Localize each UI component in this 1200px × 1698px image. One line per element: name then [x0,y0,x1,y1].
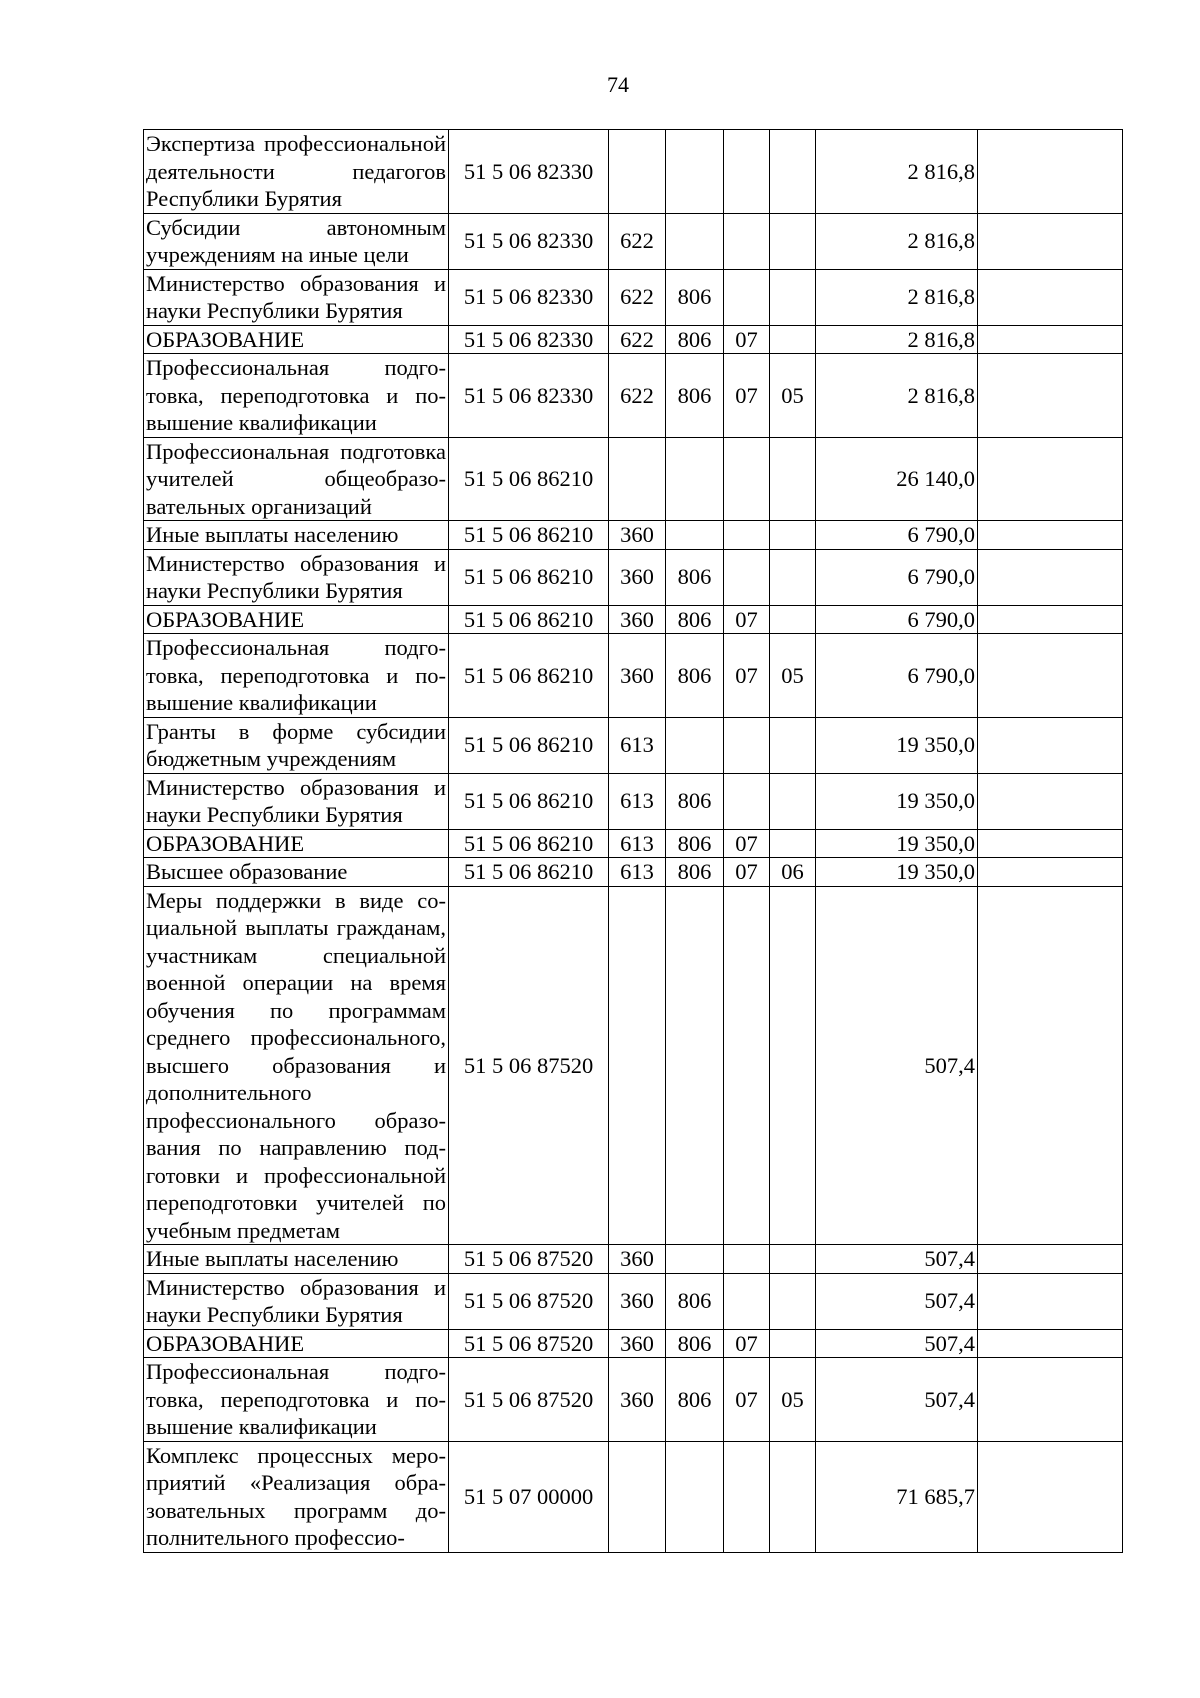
row-vr-cell [609,130,666,214]
row-name-cell: Гранты в форме субсидии бюджетным учреждениям [144,717,449,773]
row-code-cell: 51 5 06 86210 [449,773,609,829]
row-code-cell: 51 5 06 87520 [449,1358,609,1442]
row-name-cell: ОБРАЗОВАНИЕ [144,605,449,634]
row-amount-cell: 26 140,0 [816,437,978,521]
row-amount-cell: 507,4 [816,1329,978,1358]
row-code-cell: 51 5 06 82330 [449,130,609,214]
table-row [144,437,1123,521]
row-vr-cell: 360 [609,605,666,634]
table-row [144,1245,1123,1274]
row-grbs-cell [666,886,724,1245]
row-grbs-cell: 806 [666,1329,724,1358]
row-code-cell: 51 5 06 82330 [449,269,609,325]
row-code-cell: 51 5 06 86210 [449,549,609,605]
row-empty-cell [978,605,1123,634]
row-empty-cell [978,829,1123,858]
row-amount-cell: 2 816,8 [816,130,978,214]
row-name-cell: Министерство образования и науки Республики Бурятия [144,1273,449,1329]
row-grbs-cell [666,213,724,269]
row-pr-cell: 06 [770,858,816,887]
row-code-cell: 51 5 06 82330 [449,213,609,269]
row-amount-cell: 507,4 [816,1273,978,1329]
row-empty-cell [978,886,1123,1245]
row-amount-cell: 6 790,0 [816,634,978,718]
row-pr-cell: 05 [770,354,816,438]
row-rz-cell: 07 [724,634,770,718]
table-row [144,1329,1123,1358]
row-empty-cell [978,858,1123,887]
row-rz-cell [724,1441,770,1552]
row-rz-cell: 07 [724,858,770,887]
row-grbs-cell: 806 [666,269,724,325]
row-pr-cell [770,1441,816,1552]
row-vr-cell: 613 [609,858,666,887]
table-row [144,1441,1123,1552]
row-vr-cell: 360 [609,549,666,605]
row-name-cell: ОБРАЗОВАНИЕ [144,325,449,354]
row-pr-cell [770,325,816,354]
table-row [144,213,1123,269]
row-empty-cell [978,354,1123,438]
row-name-cell: ОБРАЗОВАНИЕ [144,829,449,858]
row-name-cell: Профессиональная подготовка, переподготовка и повышение квалификации [144,1358,449,1442]
budget-table-body [144,130,1123,1553]
row-pr-cell [770,886,816,1245]
row-vr-cell: 613 [609,773,666,829]
row-pr-cell [770,1273,816,1329]
row-grbs-cell: 806 [666,325,724,354]
row-name-cell: Профессиональная подготовка, переподготовка и повышение квалификации [144,354,449,438]
row-grbs-cell [666,717,724,773]
row-vr-cell: 360 [609,634,666,718]
row-vr-cell: 360 [609,1329,666,1358]
row-code-cell: 51 5 06 87520 [449,886,609,1245]
row-code-cell: 51 5 06 87520 [449,1329,609,1358]
row-empty-cell [978,130,1123,214]
row-empty-cell [978,1441,1123,1552]
row-pr-cell [770,130,816,214]
row-grbs-cell [666,521,724,550]
table-row [144,521,1123,550]
row-empty-cell [978,717,1123,773]
row-amount-cell: 71 685,7 [816,1441,978,1552]
budget-table [143,129,1123,1553]
row-rz-cell [724,1273,770,1329]
page-number: 74 [607,72,629,97]
row-code-cell: 51 5 06 82330 [449,354,609,438]
row-code-cell: 51 5 06 82330 [449,325,609,354]
row-empty-cell [978,773,1123,829]
row-amount-cell: 2 816,8 [816,354,978,438]
row-grbs-cell [666,1441,724,1552]
row-code-cell: 51 5 06 86210 [449,605,609,634]
row-grbs-cell: 806 [666,773,724,829]
table-row [144,634,1123,718]
row-rz-cell [724,521,770,550]
row-rz-cell [724,213,770,269]
row-rz-cell: 07 [724,354,770,438]
row-amount-cell: 6 790,0 [816,605,978,634]
row-amount-cell: 2 816,8 [816,269,978,325]
row-empty-cell [978,1273,1123,1329]
row-rz-cell [724,717,770,773]
row-empty-cell [978,1358,1123,1442]
row-rz-cell [724,549,770,605]
row-name-cell: Иные выплаты населению [144,1245,449,1274]
table-row [144,549,1123,605]
table-row [144,886,1123,1245]
row-code-cell: 51 5 06 86210 [449,634,609,718]
row-grbs-cell: 806 [666,1358,724,1442]
row-code-cell: 51 5 06 86210 [449,858,609,887]
row-name-cell: Министерство образования и науки Республики Бурятия [144,549,449,605]
table-row [144,325,1123,354]
row-vr-cell: 622 [609,354,666,438]
row-rz-cell [724,130,770,214]
table-row [144,269,1123,325]
row-pr-cell [770,1329,816,1358]
row-rz-cell: 07 [724,1358,770,1442]
row-name-cell: ОБРАЗОВАНИЕ [144,1329,449,1358]
row-pr-cell [770,549,816,605]
row-vr-cell: 360 [609,1245,666,1274]
row-grbs-cell: 806 [666,1273,724,1329]
row-amount-cell: 507,4 [816,1245,978,1274]
table-row [144,1358,1123,1442]
table-row [144,717,1123,773]
row-empty-cell [978,437,1123,521]
table-row [144,773,1123,829]
row-rz-cell: 07 [724,325,770,354]
row-code-cell: 51 5 06 86210 [449,437,609,521]
row-rz-cell [724,886,770,1245]
row-grbs-cell: 806 [666,354,724,438]
row-name-cell: Комплекс процессных мероприятий «Реализация образовательных программ дополнительного профессио- [144,1441,449,1552]
row-code-cell: 51 5 06 86210 [449,829,609,858]
row-amount-cell: 507,4 [816,1358,978,1442]
row-name-cell: Меры поддержки в виде социальной выплаты гражданам, участникам специальной военной операции на время обучения по программам среднего профессионального, высшего образования и дополнительного профессионального образования по направлению подготовки и профессиональной переподготовки учителей по учебным предметам [144,886,449,1245]
row-pr-cell [770,269,816,325]
row-amount-cell: 19 350,0 [816,717,978,773]
row-rz-cell [724,1245,770,1274]
row-code-cell: 51 5 06 86210 [449,717,609,773]
row-pr-cell: 05 [770,1358,816,1442]
row-name-cell: Министерство образования и науки Республики Бурятия [144,269,449,325]
row-rz-cell: 07 [724,829,770,858]
row-rz-cell [724,269,770,325]
row-grbs-cell [666,130,724,214]
row-empty-cell [978,1329,1123,1358]
row-empty-cell [978,1245,1123,1274]
row-vr-cell: 622 [609,269,666,325]
row-amount-cell: 507,4 [816,886,978,1245]
row-grbs-cell: 806 [666,858,724,887]
row-name-cell: Профессиональная подготовка, переподготовка и повышение квалификации [144,634,449,718]
row-vr-cell: 622 [609,213,666,269]
row-rz-cell [724,437,770,521]
row-name-cell: Субсидии автономным учреждениям на иные цели [144,213,449,269]
row-pr-cell [770,437,816,521]
table-row [144,858,1123,887]
row-vr-cell [609,886,666,1245]
row-vr-cell: 613 [609,829,666,858]
row-grbs-cell: 806 [666,549,724,605]
row-vr-cell: 360 [609,1358,666,1442]
row-name-cell: Профессиональная подготовка учителей общеобразовательных организаций [144,437,449,521]
row-amount-cell: 19 350,0 [816,829,978,858]
row-rz-cell: 07 [724,605,770,634]
row-vr-cell: 360 [609,1273,666,1329]
row-amount-cell: 2 816,8 [816,325,978,354]
row-vr-cell [609,437,666,521]
row-empty-cell [978,549,1123,605]
row-name-cell: Министерство образования и науки Республики Бурятия [144,773,449,829]
row-name-cell: Высшее образование [144,858,449,887]
row-grbs-cell: 806 [666,634,724,718]
row-pr-cell [770,1245,816,1274]
row-vr-cell: 360 [609,521,666,550]
row-amount-cell: 2 816,8 [816,213,978,269]
row-rz-cell: 07 [724,1329,770,1358]
row-amount-cell: 19 350,0 [816,773,978,829]
row-pr-cell [770,213,816,269]
table-row [144,130,1123,214]
row-name-cell: Экспертиза профессиональной деятельности педагогов Республики Бурятия [144,130,449,214]
row-pr-cell [770,521,816,550]
row-code-cell: 51 5 06 86210 [449,521,609,550]
row-code-cell: 51 5 07 00000 [449,1441,609,1552]
row-vr-cell: 613 [609,717,666,773]
row-amount-cell: 6 790,0 [816,521,978,550]
table-row [144,829,1123,858]
row-rz-cell [724,773,770,829]
row-pr-cell [770,829,816,858]
row-pr-cell: 05 [770,634,816,718]
row-pr-cell [770,773,816,829]
table-row [144,1273,1123,1329]
row-grbs-cell: 806 [666,605,724,634]
row-empty-cell [978,213,1123,269]
row-pr-cell [770,717,816,773]
row-amount-cell: 6 790,0 [816,549,978,605]
row-name-cell: Иные выплаты населению [144,521,449,550]
row-code-cell: 51 5 06 87520 [449,1245,609,1274]
row-empty-cell [978,521,1123,550]
row-pr-cell [770,605,816,634]
row-vr-cell: 622 [609,325,666,354]
row-code-cell: 51 5 06 87520 [449,1273,609,1329]
row-grbs-cell: 806 [666,829,724,858]
row-grbs-cell [666,1245,724,1274]
table-row [144,354,1123,438]
table-row [144,605,1123,634]
row-empty-cell [978,269,1123,325]
row-empty-cell [978,325,1123,354]
row-amount-cell: 19 350,0 [816,858,978,887]
row-empty-cell [978,634,1123,718]
row-vr-cell [609,1441,666,1552]
row-grbs-cell [666,437,724,521]
